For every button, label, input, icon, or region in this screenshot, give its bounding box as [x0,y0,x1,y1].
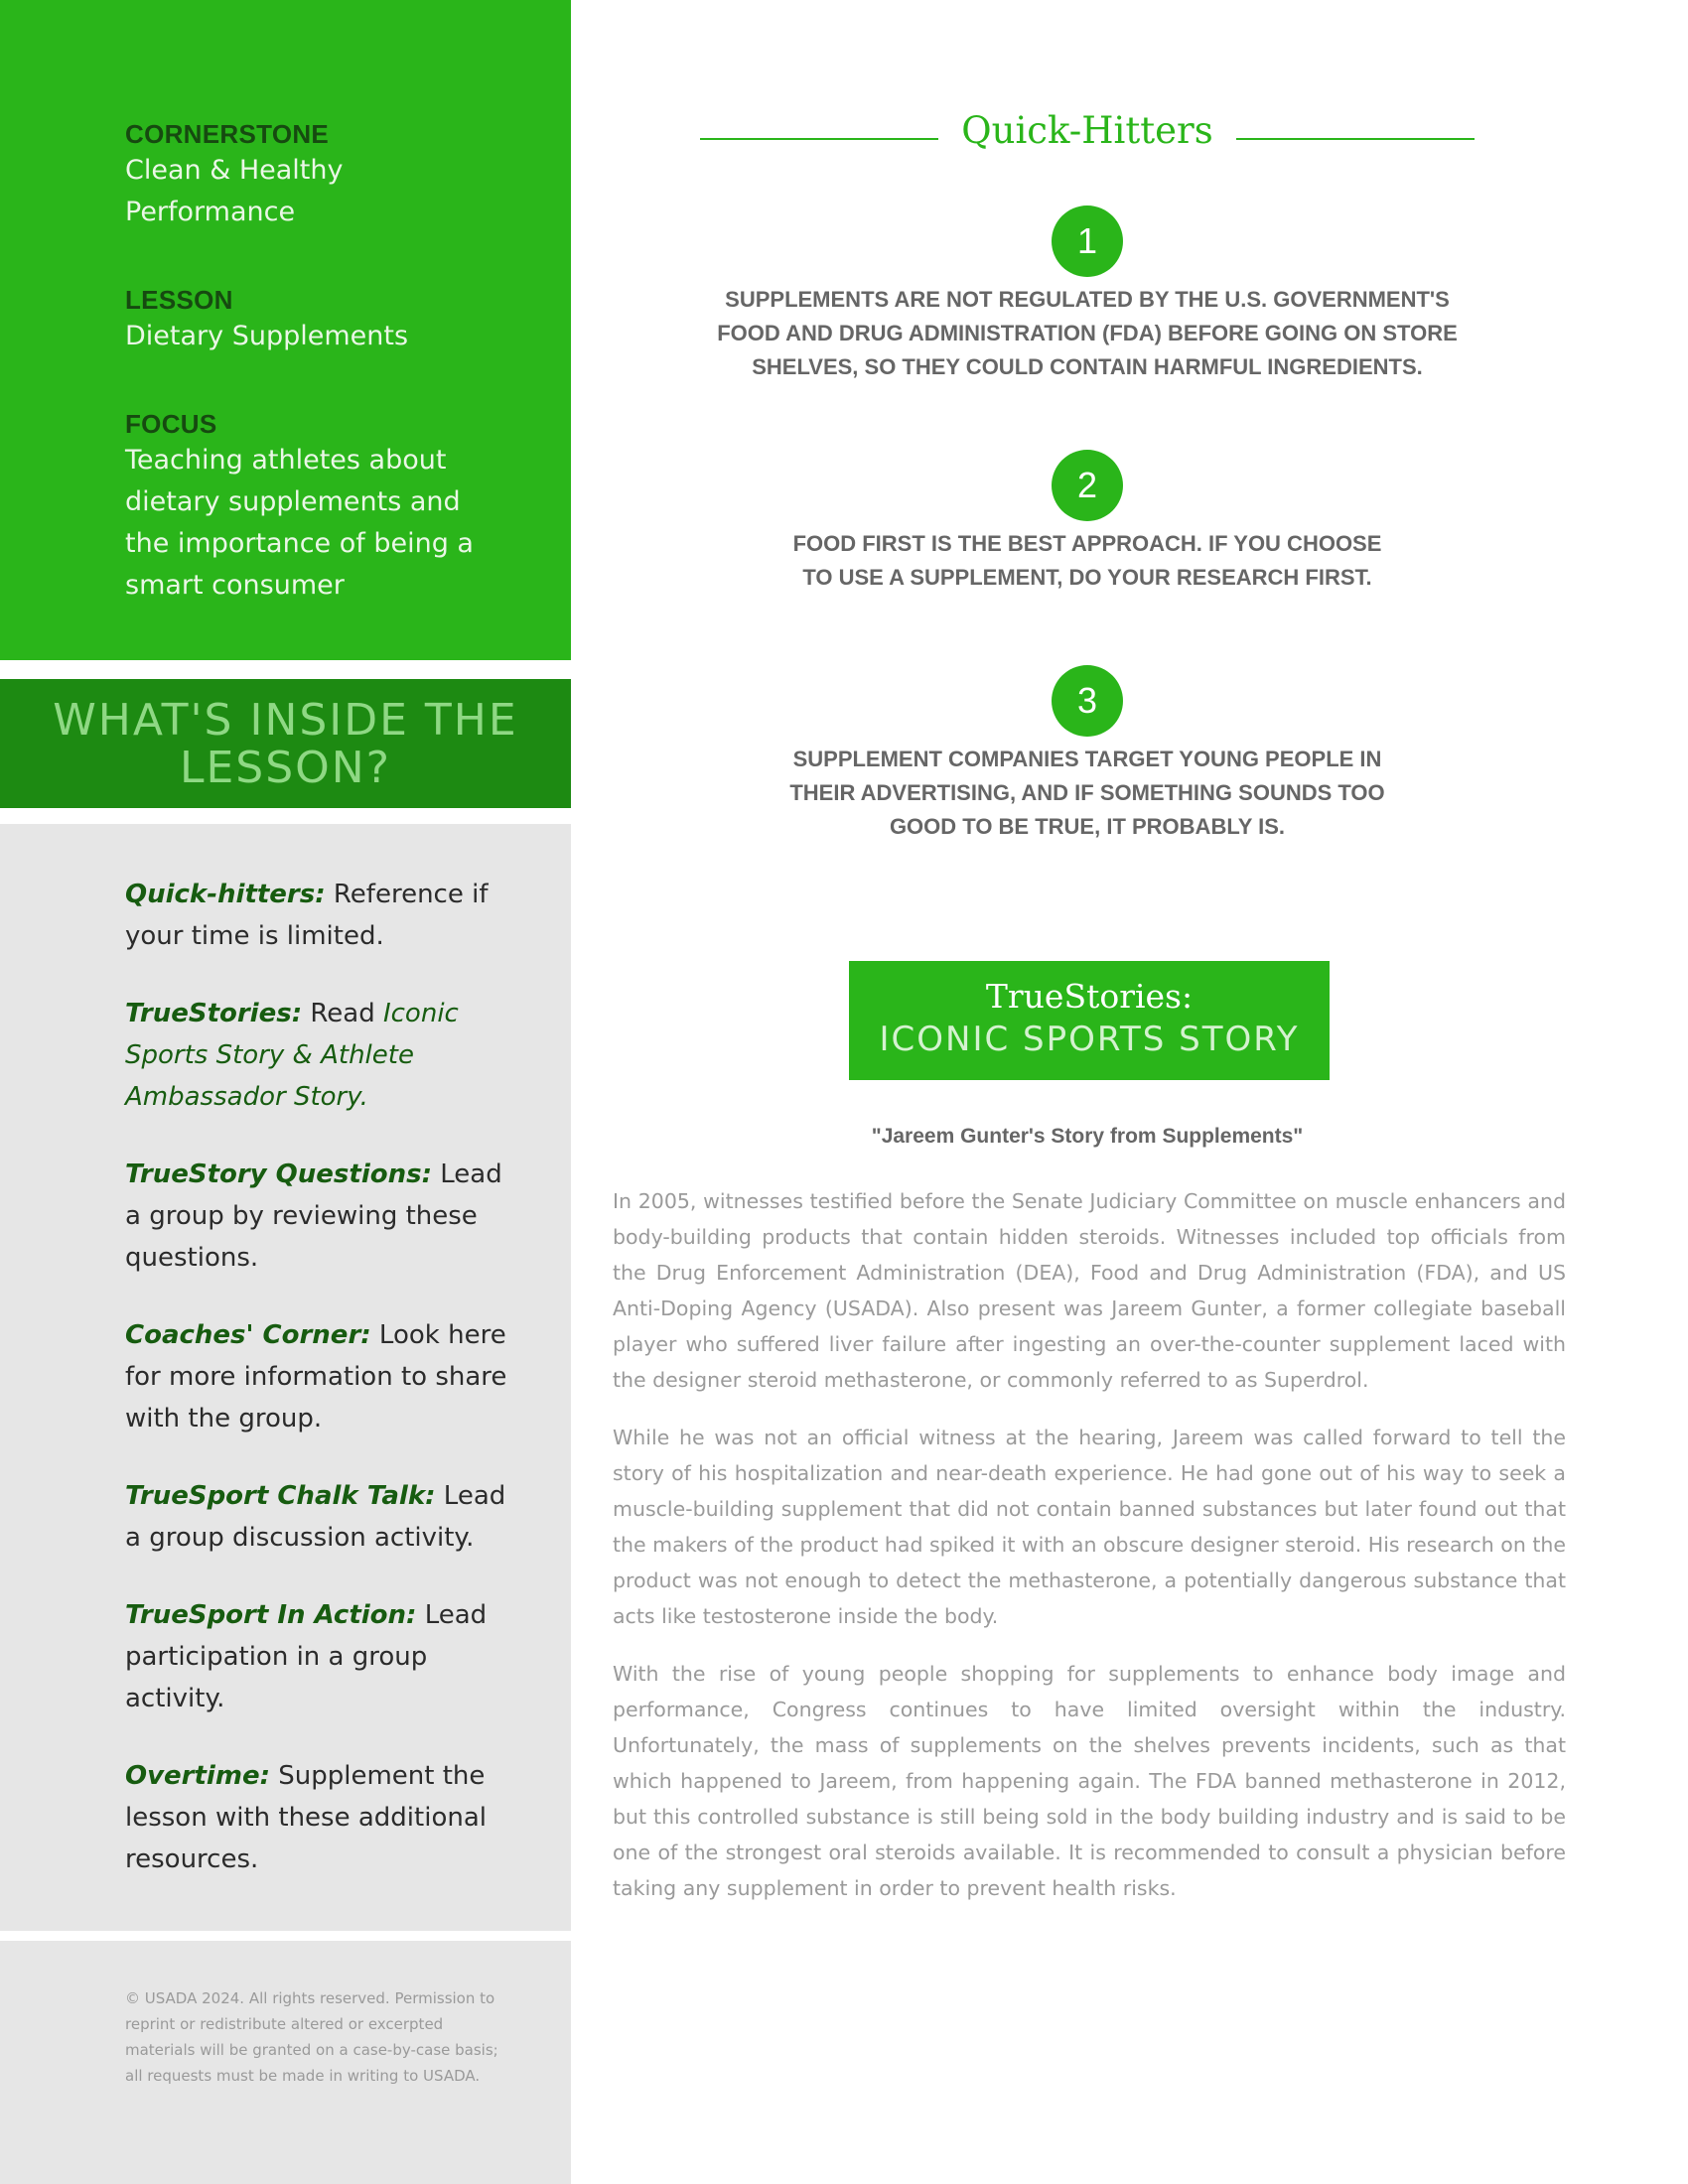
guide-description: Lead a group by reviewing these questions. [125,1160,502,1273]
story-paragraph: With the rise of young people shopping for supplements to enhance body image and performance, Congress continues to have limited oversight within the industry. Unfortunately, the mass of supplements on the shelves prevents incidents, such as that which happened to Jareem, from happening again. The FDA banned methasterone in 2012, but this controlled substance is still being sold in the body building industry and is said to be one of the strongest oral steroids available. It is recommended to consult a physician before taking any supplement in order to prevent health risks. [613,1662,1566,1900]
truestories-subheading: ICONIC SPORTS STORY [879,1020,1300,1059]
guide-item [125,1594,522,1719]
quick-hitter-text: SUPPLEMENT COMPANIES TARGET YOUNG PEOPLE IN THEIR ADVERTISING, AND IF SOMETHING SOUNDS TOO GOOD TO BE TRUE, IT PROBABLY IS. [789,747,1385,839]
guide-description: Lead participation in a group activity. [125,1600,488,1713]
guide-description: Supplement the lesson with these additional resources. [125,1761,487,1874]
quick-hitter-3 [700,665,1475,844]
focus-label: FOCUS [125,409,217,439]
guide-term: Quick-hitters: [125,880,326,909]
cornerstone-label: CORNERSTONE [125,119,330,149]
guide-term: Overtime: [125,1761,270,1791]
guide-term: TrueSport Chalk Talk: [125,1481,436,1511]
guide-term: Coaches' Corner: [125,1320,371,1350]
cornerstone-block [125,119,542,233]
quick-hitters-title: Quick-Hitters [700,109,1475,152]
quick-hitter-2 [700,450,1475,595]
lesson-guide-list [125,874,522,1916]
number-badge: 3 [1052,665,1123,737]
whats-inside-title: WHAT'S INSIDE THE LESSON? [53,695,518,793]
whats-inside-banner [0,679,571,808]
focus-value: Teaching athletes about dietary supplements and the importance of being a smart consumer [125,445,474,601]
lesson-guide-panel [0,824,571,1931]
guide-description: Reference if your time is limited. [125,880,489,951]
guide-term: TrueStory Questions: [125,1160,432,1189]
guide-item [125,1314,522,1439]
truestories-heading: TrueStories: [985,977,1194,1016]
guide-italic: Iconic Sports Story & Athlete Ambassador Story. [125,999,459,1112]
lesson-info-panel [0,0,571,660]
guide-description: Look here for more information to share with the group. [125,1320,507,1433]
guide-term: TrueSport In Action: [125,1600,417,1630]
guide-description: Read [302,999,383,1028]
guide-item [125,1755,522,1880]
focus-block [125,409,542,607]
lesson-block [125,285,542,357]
lesson-label: LESSON [125,285,233,315]
quick-hitter-text: SUPPLEMENTS ARE NOT REGULATED BY THE U.S. GOVERNMENT'S FOOD AND DRUG ADMINISTRATION (FDA) BEFORE GOING ON STORE SHELVES, SO THEY COULD CONTAIN HARMFUL INGREDIENTS. [717,287,1458,379]
story-paragraph: While he was not an official witness at the hearing, Jareem was called forward to tell the story of his hospitalization and near-death experience. He had gone out of his way to seek a muscle-building supplement that did not contain banned substances but later found out that the makers of the product had spiked it with an obscure designer steroid. His research on the product was not enough to detect the methasterone, a potentially dangerous substance that acts like testosterone inside the body. [613,1426,1566,1628]
number-badge: 2 [1052,450,1123,521]
number-badge: 1 [1052,205,1123,277]
truestories-banner [849,961,1330,1080]
quick-hitter-1 [700,205,1475,384]
quick-hitter-text: FOOD FIRST IS THE BEST APPROACH. IF YOU CHOOSE TO USE A SUPPLEMENT, DO YOUR RESEARCH FIRST. [792,531,1382,590]
guide-item [125,874,522,957]
story-body [613,1183,1566,1928]
lesson-value: Dietary Supplements [125,321,409,351]
copyright-text: © USADA 2024. All rights reserved. Permission to reprint or redistribute altered or excerpted materials will be granted on a case-by-case basis; all requests must be made in writing to USADA. [125,1989,498,2085]
guide-term: TrueStories: [125,999,303,1028]
guide-item [125,993,522,1118]
guide-description: Lead a group discussion activity. [125,1481,506,1553]
guide-item [125,1475,522,1559]
quick-hitters-header [700,109,1475,169]
cornerstone-value: Clean & Healthy Performance [125,155,344,227]
guide-item [125,1154,522,1279]
story-paragraph: In 2005, witnesses testified before the Senate Judiciary Committee on muscle enhancers and body-building products that contain hidden steroids. Witnesses included top officials from the Drug Enforcement Administration (DEA), Food and Drug Administration (FDA), and US Anti-Doping Agency (USADA). Also present was Jareem Gunter, a former collegiate baseball player who suffered liver failure after ingesting an over-the-counter supplement laced with the designer steroid methasterone, or commonly referred to as Superdrol. [613,1189,1566,1392]
story-title: "Jareem Gunter's Story from Supplements" [871,1125,1304,1148]
copyright-panel [0,1941,571,2184]
